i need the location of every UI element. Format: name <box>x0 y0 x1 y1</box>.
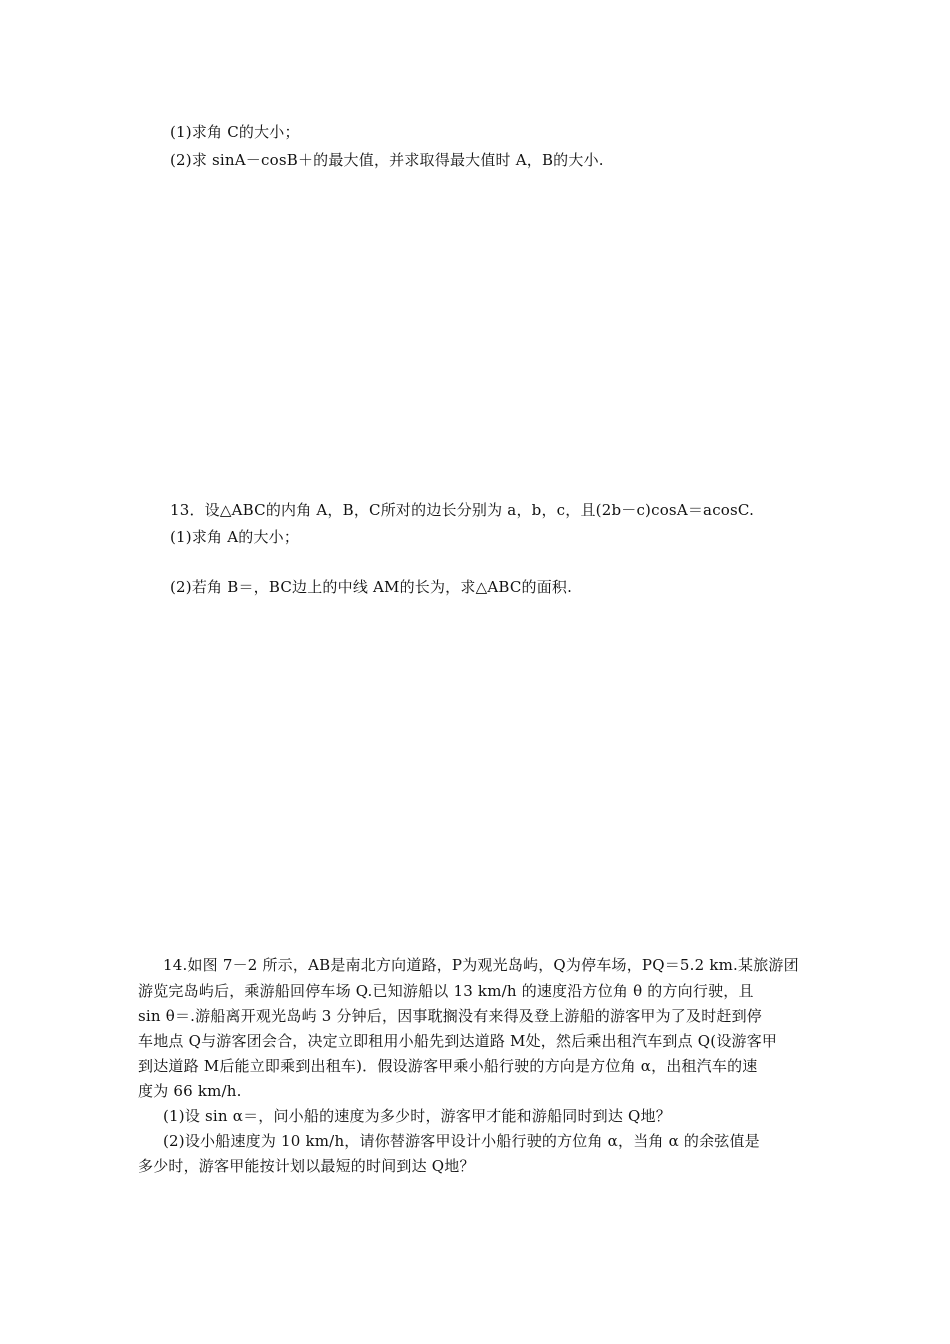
problem14-line1: 14.如图 7－2 所示，AB是南北方向道路，P为观光岛屿，Q为停车场，PQ＝5.2 km.某旅游团 <box>163 956 799 974</box>
problem14-part2: (2)设小船速度为 10 km/h，请你替游客甲设计小船行驶的方位角 α，当角 α 的余弦值是 <box>163 1132 760 1150</box>
problem14-line3: sin θ＝.游船离开观光岛屿 3 分钟后，因事耽搁没有来得及登上游船的游客甲为了及时赶到停 <box>138 1007 763 1025</box>
problem14-line4: 车地点 Q与游客团会合，决定立即租用小船先到达道路 M处，然后乘出租汽车到点 Q(设游客甲 <box>138 1032 778 1050</box>
problem14-part1: (1)设 sin α＝，问小船的速度为多少时，游客甲才能和游船同时到达 Q地？ <box>163 1107 671 1125</box>
problem13-part1: (1)求角 A的大小； <box>170 528 300 546</box>
block1-part1: (1)求角 C的大小； <box>170 123 300 141</box>
problem13-statement: 13．设△ABC的内角 A，B，C所对的边长分别为 a，b，c，且(2b－c)cosA＝acosC. <box>170 501 755 519</box>
problem14-part2-cont: 多少时，游客甲能按计划以最短的时间到达 Q地？ <box>138 1157 475 1175</box>
block1-part2: (2)求 sinA－cosB＋的最大值，并求取得最大值时 A，B的大小. <box>170 151 604 169</box>
problem14-line6: 度为 66 km/h. <box>138 1082 242 1100</box>
problem14-line5: 到达道路 M后能立即乘到出租车)．假设游客甲乘小船行驶的方向是方位角 α，出租汽车的速 <box>138 1057 758 1075</box>
problem14-line2: 游览完岛屿后，乘游船回停车场 Q.已知游船以 13 km/h 的速度沿方位角 θ 的方向行驶，且 <box>138 982 754 1000</box>
problem13-part2: (2)若角 B＝，BC边上的中线 AM的长为，求△ABC的面积. <box>170 578 573 596</box>
